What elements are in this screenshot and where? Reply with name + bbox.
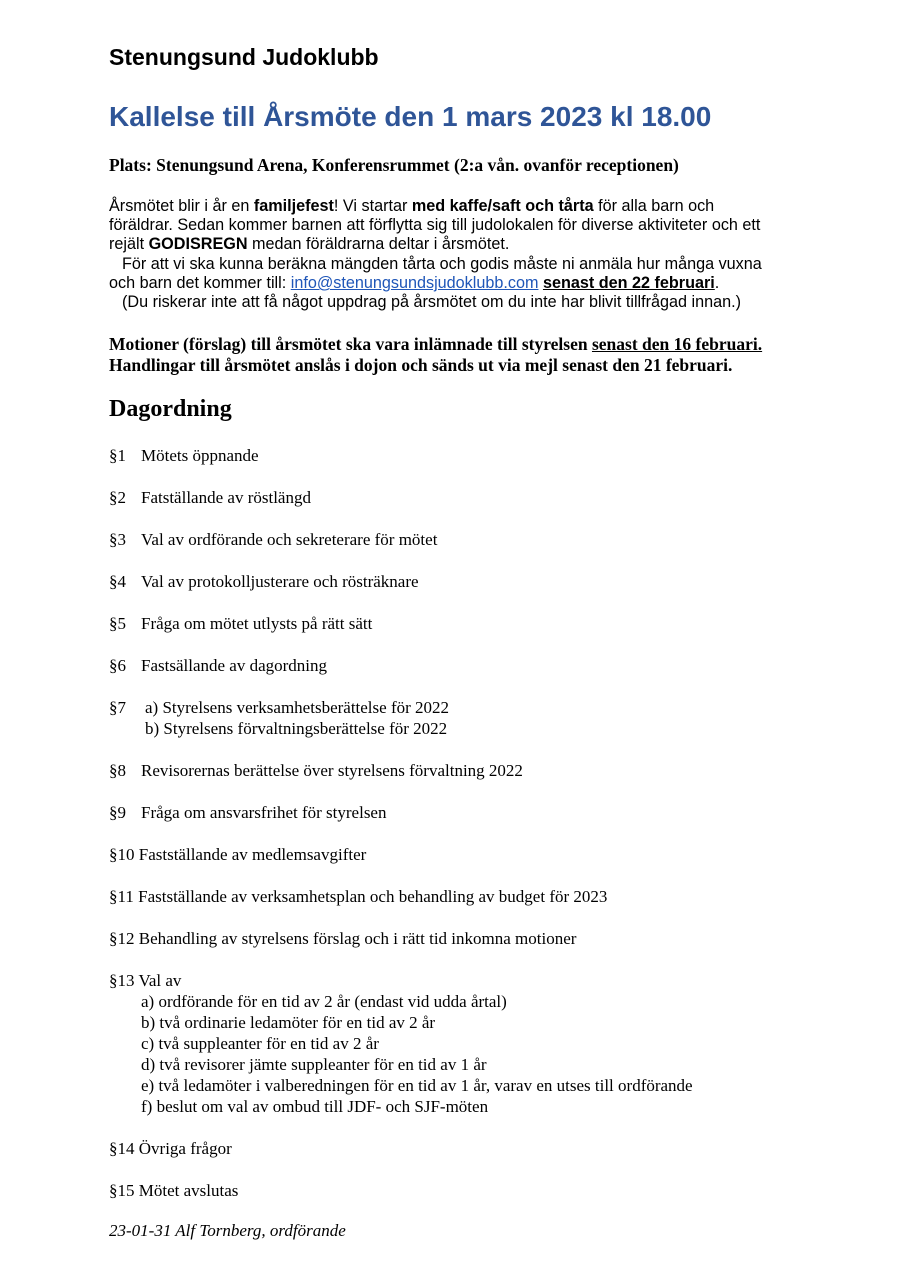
intro-text: och barn det kommer till: (109, 274, 291, 292)
agenda-item (109, 803, 386, 823)
item-text: Fråga om mötet utlysts på rätt sätt (141, 614, 373, 633)
registration-deadline: senast den 22 februari (542, 274, 715, 292)
page-title: Kallelse till Årsmöte den 1 mars 2023 kl 18.00 (109, 101, 712, 132)
intro-text: rejält (109, 235, 149, 253)
intro-emphasis: med kaffe/saft och tårta (411, 197, 594, 215)
item-text: Fastsällande av dagordning (141, 656, 328, 675)
agenda-subitem: e) två ledamöter i valberedningen för en tid av 1 år, varav en utses till ordförande (141, 1076, 693, 1095)
item-number: §4 (109, 572, 126, 591)
intro-emphasis: GODISREGN (148, 235, 248, 253)
agenda-item (109, 971, 181, 991)
item-text: Fråga om ansvarsfrihet för styrelsen (141, 803, 387, 822)
item-number: §1 (109, 446, 126, 465)
item-text: Val av (138, 971, 182, 990)
item-number: §12 (109, 929, 135, 948)
item-number: §13 (109, 971, 135, 990)
club-name: Stenungsund Judoklubb (109, 44, 379, 70)
intro-emphasis: familjefest (253, 197, 334, 215)
agenda-item (109, 446, 259, 466)
agenda-heading: Dagordning (109, 396, 232, 422)
meeting-place: Plats: Stenungsund Arena, Konferensrummet (2:a vån. ovanför receptionen) (109, 155, 679, 175)
item-number: §14 (109, 1139, 135, 1158)
item-text: Fatställande av röstlängd (141, 488, 311, 507)
agenda-item (109, 614, 372, 634)
item-number: §11 (109, 887, 134, 906)
agenda-subitem: b) Styrelsens förvaltningsberättelse för 2022 (145, 719, 448, 738)
signature: 23-01-31 Alf Tornberg, ordförande (109, 1221, 346, 1240)
item-text: Fastställande av verksamhetsplan och behandling av budget för 2023 (138, 887, 608, 906)
item-text: Behandling av styrelsens förslag och i rätt tid inkomna motioner (138, 929, 577, 948)
item-number: §8 (109, 761, 126, 780)
agenda-item (109, 887, 607, 907)
item-number: §6 (109, 656, 126, 675)
agenda-item (109, 698, 449, 718)
item-text: Val av protokolljusterare och rösträknare (141, 572, 419, 591)
item-text: Mötet avslutas (138, 1181, 239, 1200)
intro-line-5 (109, 274, 719, 293)
intro-text: . (714, 274, 720, 292)
motions-line-2: Handlingar till årsmötet anslås i dojon och sänds ut via mejl senast den 21 februari. (109, 355, 733, 375)
item-text: Övriga frågor (138, 1139, 232, 1158)
item-number: §5 (109, 614, 126, 633)
email-link[interactable]: info@stenungsundsjudoklubb.com (290, 274, 539, 292)
intro-line-1 (109, 197, 714, 216)
intro-text: Årsmötet blir i år en (109, 197, 254, 215)
item-number: §10 (109, 845, 135, 864)
intro-line-6: (Du riskerar inte att få något uppdrag på årsmötet om du inte har blivit tillfrågad innan.) (122, 293, 742, 311)
agenda-subitem: f) beslut om val av ombud till JDF- och SJF-möten (141, 1097, 489, 1116)
item-number: §3 (109, 530, 126, 549)
motions-text: Motioner (förslag) till årsmötet ska vara inlämnade till styrelsen (109, 334, 592, 354)
agenda-subitem: b) två ordinarie ledamöter för en tid av 2 år (141, 1013, 436, 1032)
item-text: Revisorernas berättelse över styrelsens förvaltning 2022 (141, 761, 523, 780)
item-text: Fastställande av medlemsavgifter (138, 845, 367, 864)
agenda-subitem: d) två revisorer jämte suppleanter för en tid av 1 år (141, 1055, 487, 1074)
motions-line-1 (109, 334, 762, 355)
item-number: §7 (109, 698, 126, 717)
intro-line-3 (109, 235, 509, 254)
item-text: Mötets öppnande (141, 446, 259, 465)
intro-line-2: föräldrar. Sedan kommer barnen att förflytta sig till judolokalen för diverse aktiviteter och ett (109, 216, 761, 234)
item-text: Val av ordförande och sekreterare för mötet (141, 530, 438, 549)
item-number: §2 (109, 488, 126, 507)
agenda-item (109, 761, 523, 781)
agenda-item (109, 1139, 232, 1159)
agenda-item (109, 572, 419, 592)
agenda-subitem: a) ordförande för en tid av 2 år (endast vid udda årtal) (141, 992, 507, 1011)
intro-line-4: För att vi ska kunna beräkna mängden tårta och godis måste ni anmäla hur många vuxna (122, 255, 762, 273)
agenda-item (109, 530, 437, 550)
intro-text: för alla barn och (593, 197, 715, 215)
motions-deadline: senast den 16 februari. (591, 334, 763, 354)
intro-text: ! Vi startar (333, 197, 412, 215)
item-number: §15 (109, 1181, 135, 1200)
agenda-item (109, 929, 576, 949)
agenda-item (109, 1181, 238, 1201)
intro-text: medan föräldrarna deltar i årsmötet. (247, 235, 510, 253)
agenda-item (109, 488, 311, 508)
agenda-subitem: c) två suppleanter för en tid av 2 år (141, 1034, 379, 1053)
item-number: §9 (109, 803, 126, 822)
item-text: a) Styrelsens verksamhetsberättelse för 2022 (145, 698, 450, 717)
agenda-item (109, 656, 327, 676)
agenda-item (109, 845, 366, 865)
